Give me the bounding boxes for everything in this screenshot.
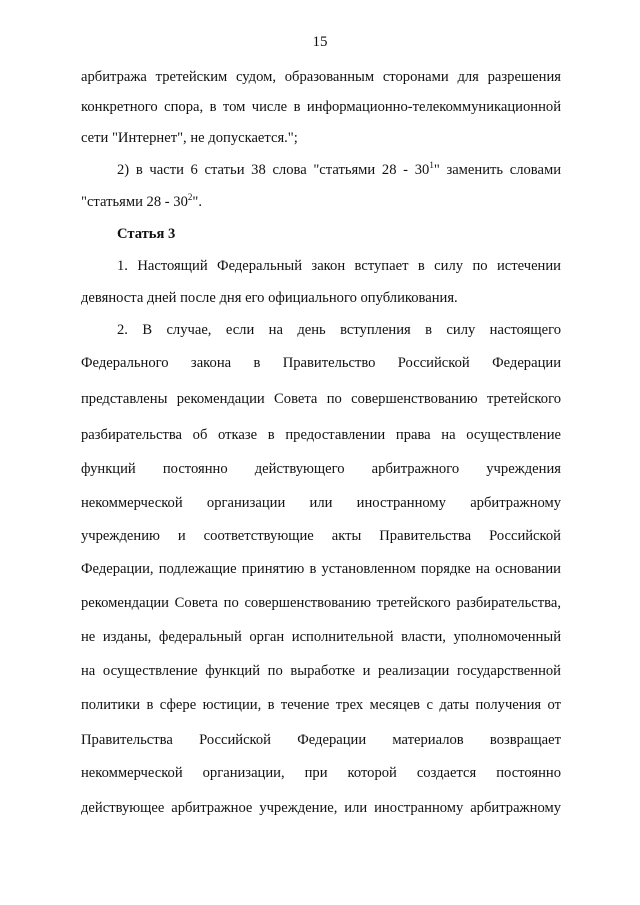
text-line: на осуществление функций по выработке и реализации государственной xyxy=(81,663,561,679)
text-segment: " заменить словами xyxy=(433,162,562,178)
text-line: некоммерческой организации или иностранному арбитражному xyxy=(81,495,561,511)
text-line: некоммерческой организации, при которой создается постоянно xyxy=(81,765,561,781)
text-line: действующее арбитражное учреждение, или иностранному арбитражному xyxy=(81,800,561,816)
text-line: девяноста дней после дня его официального опубликования. xyxy=(81,290,458,306)
text-line: арбитража третейским судом, образованным сторонами для разрешения xyxy=(81,69,561,85)
text-line: функций постоянно действующего арбитражного учреждения xyxy=(81,461,561,477)
amendment-line xyxy=(117,161,561,179)
text-line: учреждению и соответствующие акты Правительства Российской xyxy=(81,528,561,544)
text-line: конкретного спора, в том числе в информационно-телекоммуникационной xyxy=(81,99,561,115)
text-line: представлены рекомендации Совета по совершенствованию третейского xyxy=(81,391,561,407)
text-line: Правительства Российской Федерации материалов возвращает xyxy=(81,732,561,748)
amendment-line xyxy=(81,193,561,211)
text-line: не изданы, федеральный орган исполнительной власти, уполномоченный xyxy=(81,629,561,645)
text-line: разбирательства об отказе в предоставлении права на осуществление xyxy=(81,427,561,443)
superscript: 2 xyxy=(187,192,193,202)
text-line: Федерального закона в Правительство Российской Федерации xyxy=(81,355,561,371)
text-line: Федерации, подлежащие принятию в установленном порядке на основании xyxy=(81,561,561,577)
text-line: рекомендации Совета по совершенствованию третейского разбирательства, xyxy=(81,595,561,611)
page-number: 15 xyxy=(312,34,328,50)
text-segment: ". xyxy=(192,194,202,210)
text-line: сети "Интернет", не допускается."; xyxy=(81,130,298,146)
superscript: 1 xyxy=(429,160,434,170)
text-line: 1. Настоящий Федеральный закон вступает в силу по истечении xyxy=(117,258,561,274)
text-line: 2. В случае, если на день вступления в силу настоящего xyxy=(117,322,561,338)
text-line: политики в сфере юстиции, в течение трех месяцев с даты получения от xyxy=(81,697,561,713)
article-heading: Статья 3 xyxy=(117,226,176,242)
text-segment: 2) в части 6 статьи 38 слова "статьями 28 - 30 xyxy=(117,162,430,178)
text-segment: "статьями 28 - 30 xyxy=(81,194,188,210)
